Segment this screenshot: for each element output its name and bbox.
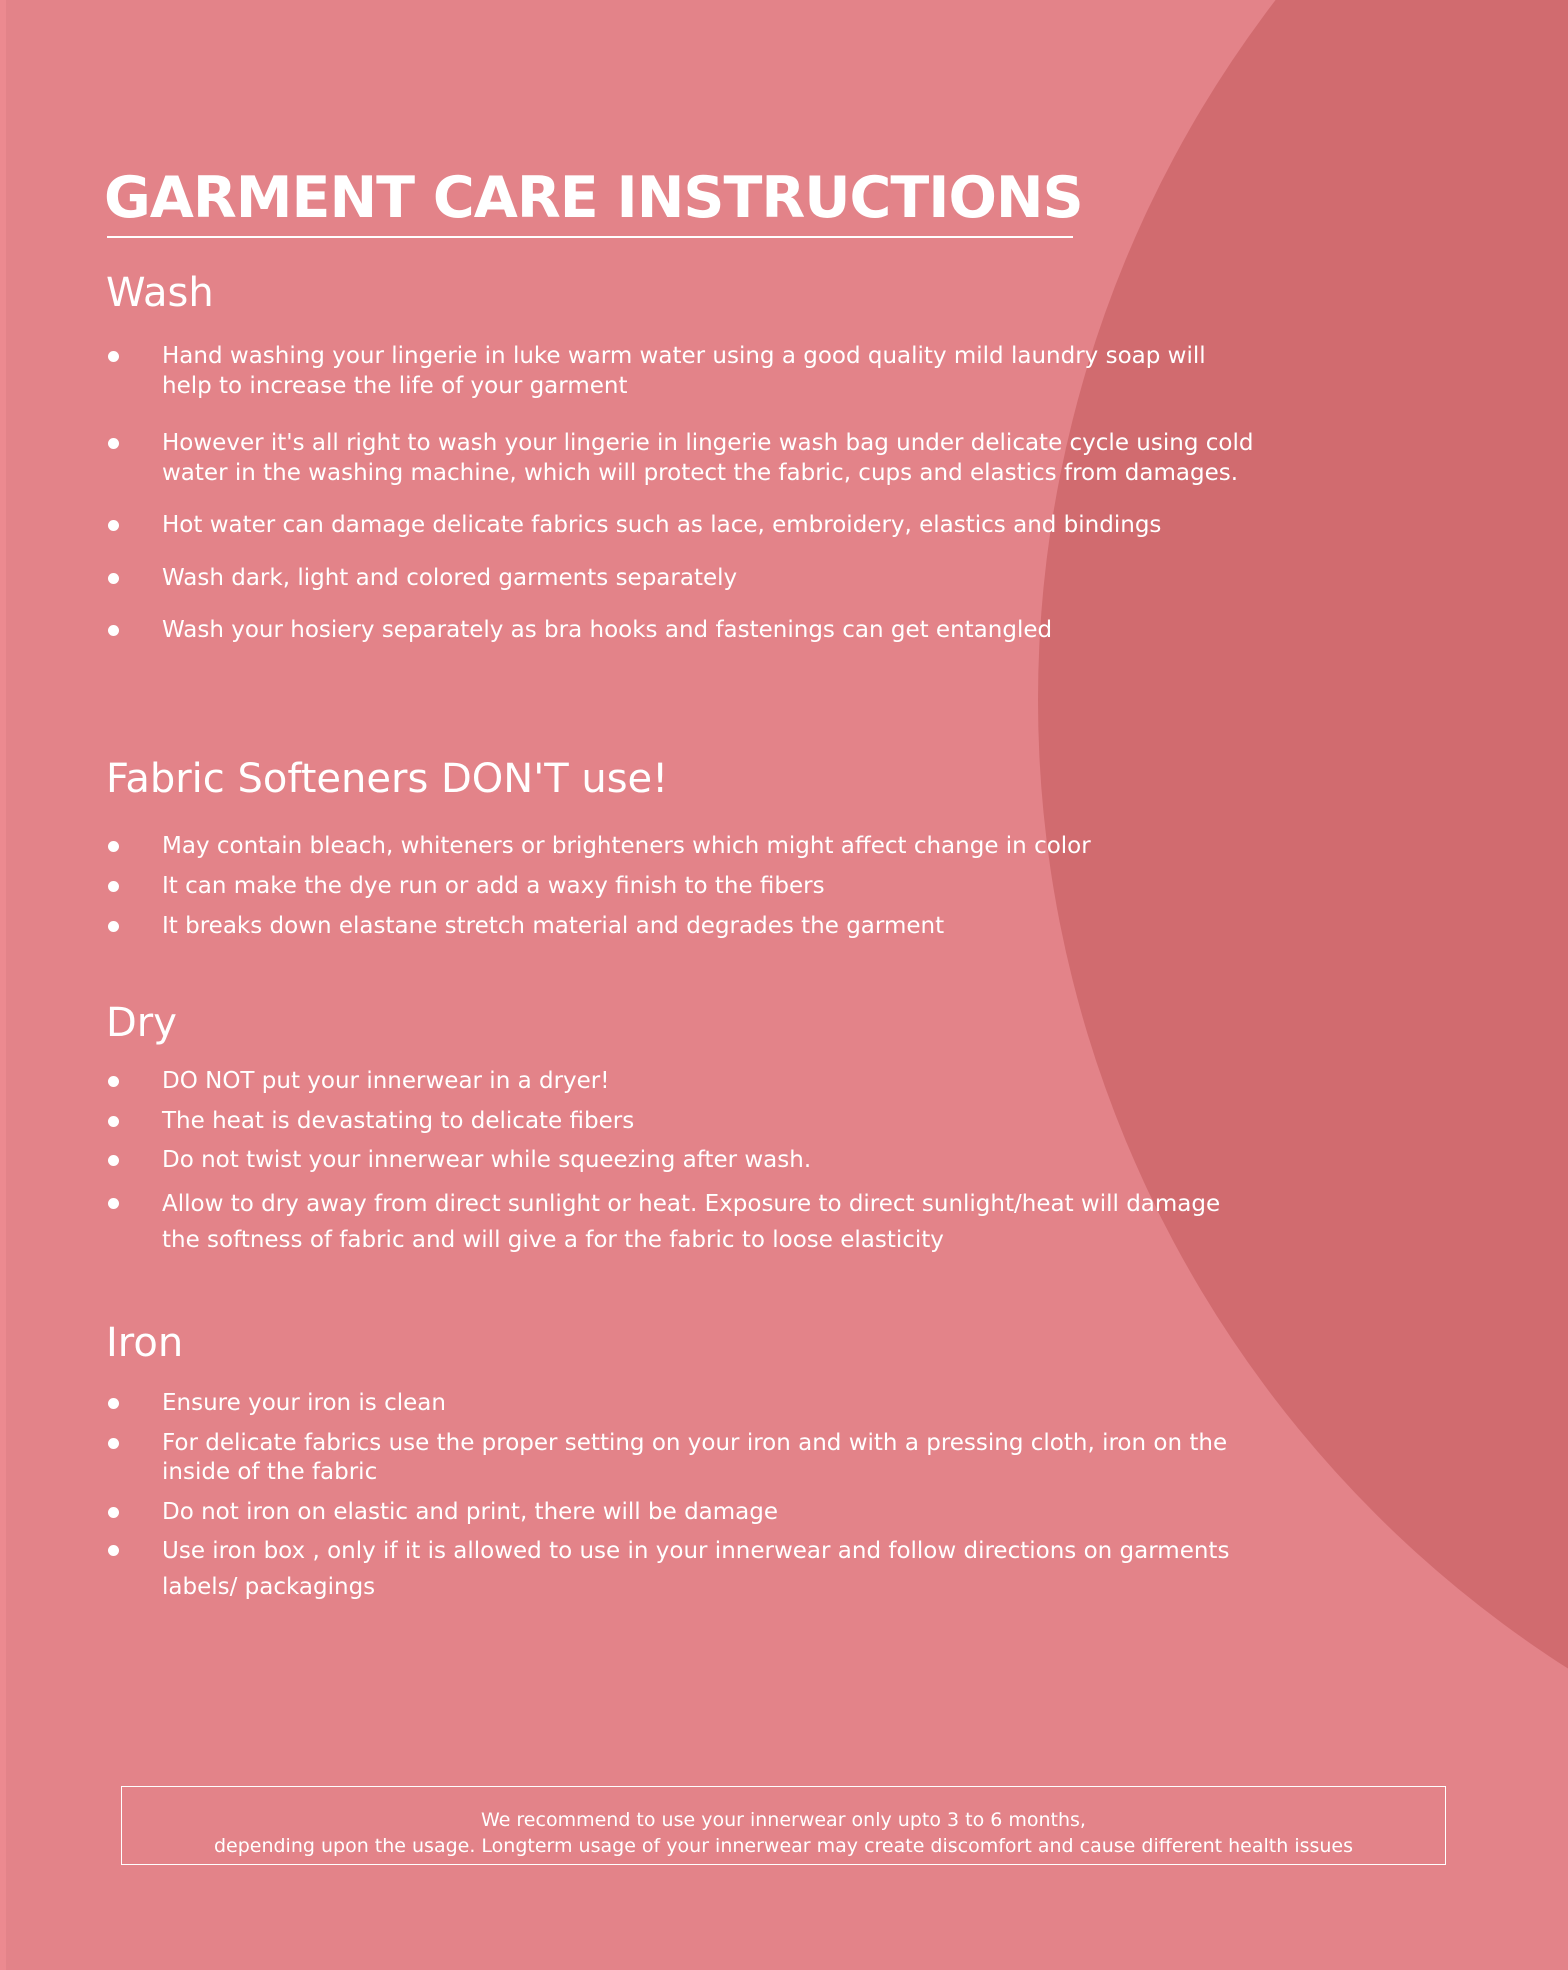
wash-item-4-text: Wash dark, light and colored garments separately (162, 564, 738, 591)
dry-item-4 (106, 1186, 1256, 1258)
iron-item-3 (106, 1498, 1256, 1528)
bullet-icon (108, 921, 119, 932)
dry-item-2 (106, 1107, 1256, 1137)
dry-list (106, 1067, 1256, 1258)
bullet-icon (108, 1438, 119, 1449)
softeners-item-2 (106, 872, 1306, 902)
left-edge-strip (0, 0, 6, 1970)
softeners-item-2-text: It can make the dye run or add a waxy finish to the fibers (162, 873, 825, 899)
softeners-heading: Fabric Softeners DON'T use! (106, 756, 669, 802)
iron-item-3-text: Do not iron on elastic and print, there will be damage (162, 1498, 779, 1525)
iron-item-1 (106, 1389, 1256, 1419)
iron-item-1-text: Ensure your iron is clean (162, 1390, 446, 1416)
note-line-1: We recommend to use your innerwear only upto 3 to 6 months, (481, 1809, 1086, 1831)
bullet-icon (108, 438, 119, 449)
iron-item-4 (106, 1533, 1256, 1605)
softeners-item-3-text: It breaks down elastane stretch material and degrades the garment (162, 913, 945, 939)
bullet-icon (108, 1545, 119, 1556)
iron-item-4-text: Use iron box , only if it is allowed to use in your innerwear and follow directions on garments labels/ packagings (162, 1538, 1230, 1600)
iron-item-2-text: For delicate fabrics use the proper setting on your iron and with a pressing cloth, iron on the inside of the fabric (162, 1429, 1228, 1485)
iron-heading: Iron (106, 1320, 184, 1366)
dry-item-4-text: Allow to dry away from direct sunlight or heat. Exposure to direct sunlight/heat will damage the softness of fabric and will give a for the fabric to loose elasticity (162, 1190, 1221, 1253)
wash-list (106, 342, 1256, 646)
wash-item-5 (106, 616, 1256, 646)
dry-item-3 (106, 1146, 1256, 1176)
bullet-icon (108, 573, 119, 584)
wash-item-1-text: Hand washing your lingerie in luke warm water using a good quality mild laundry soap will help to increase the life of your garment (162, 343, 1206, 399)
wash-item-3-text: Hot water can damage delicate fabrics such as lace, embroidery, elastics and bindings (162, 512, 1162, 538)
iron-item-2 (106, 1429, 1256, 1488)
wash-heading: Wash (106, 270, 214, 316)
softeners-list (106, 832, 1306, 942)
bullet-icon (108, 841, 119, 852)
page-title: GARMENT CARE INSTRUCTIONS (104, 165, 1083, 231)
bullet-icon (108, 1116, 119, 1127)
bullet-icon (108, 351, 119, 362)
wash-item-5-text: Wash your hosiery separately as bra hooks and fastenings can get entangled (162, 617, 1053, 643)
bullet-icon (108, 881, 119, 892)
iron-list (106, 1389, 1256, 1605)
bullet-icon (108, 625, 119, 636)
dry-item-1 (106, 1067, 1256, 1097)
bullet-icon (108, 1398, 119, 1409)
wash-item-4 (106, 564, 1256, 594)
bullet-icon (108, 1507, 119, 1518)
bullet-icon (108, 1198, 119, 1209)
dry-item-2-text: The heat is devastating to delicate fibers (162, 1107, 635, 1134)
title-underline (107, 236, 1073, 238)
recommendation-note (121, 1786, 1446, 1865)
dry-item-1-text: DO NOT put your innerwear in a dryer! (162, 1068, 610, 1094)
bullet-icon (108, 520, 119, 531)
wash-item-1 (106, 342, 1256, 401)
softeners-item-1-text: May contain bleach, whiteners or brighteners which might affect change in color (162, 833, 1091, 859)
softeners-item-3 (106, 912, 1306, 942)
bullet-icon (108, 1155, 119, 1166)
wash-item-2-text: However it's all right to wash your lingerie in lingerie wash bag under delicate cycle using cold water in the washing machine, which will protect the fabric, cups and elastics from damages. (162, 430, 1254, 486)
dry-heading: Dry (106, 1000, 177, 1046)
wash-item-2 (106, 429, 1256, 488)
note-line-2: depending upon the usage. Longterm usage of your innerwear may create discomfort and cause different health issues (213, 1835, 1354, 1857)
bullet-icon (108, 1076, 119, 1087)
wash-item-3 (106, 511, 1256, 541)
softeners-item-1 (106, 832, 1306, 862)
dry-item-3-text: Do not twist your innerwear while squeezing after wash. (162, 1147, 812, 1173)
